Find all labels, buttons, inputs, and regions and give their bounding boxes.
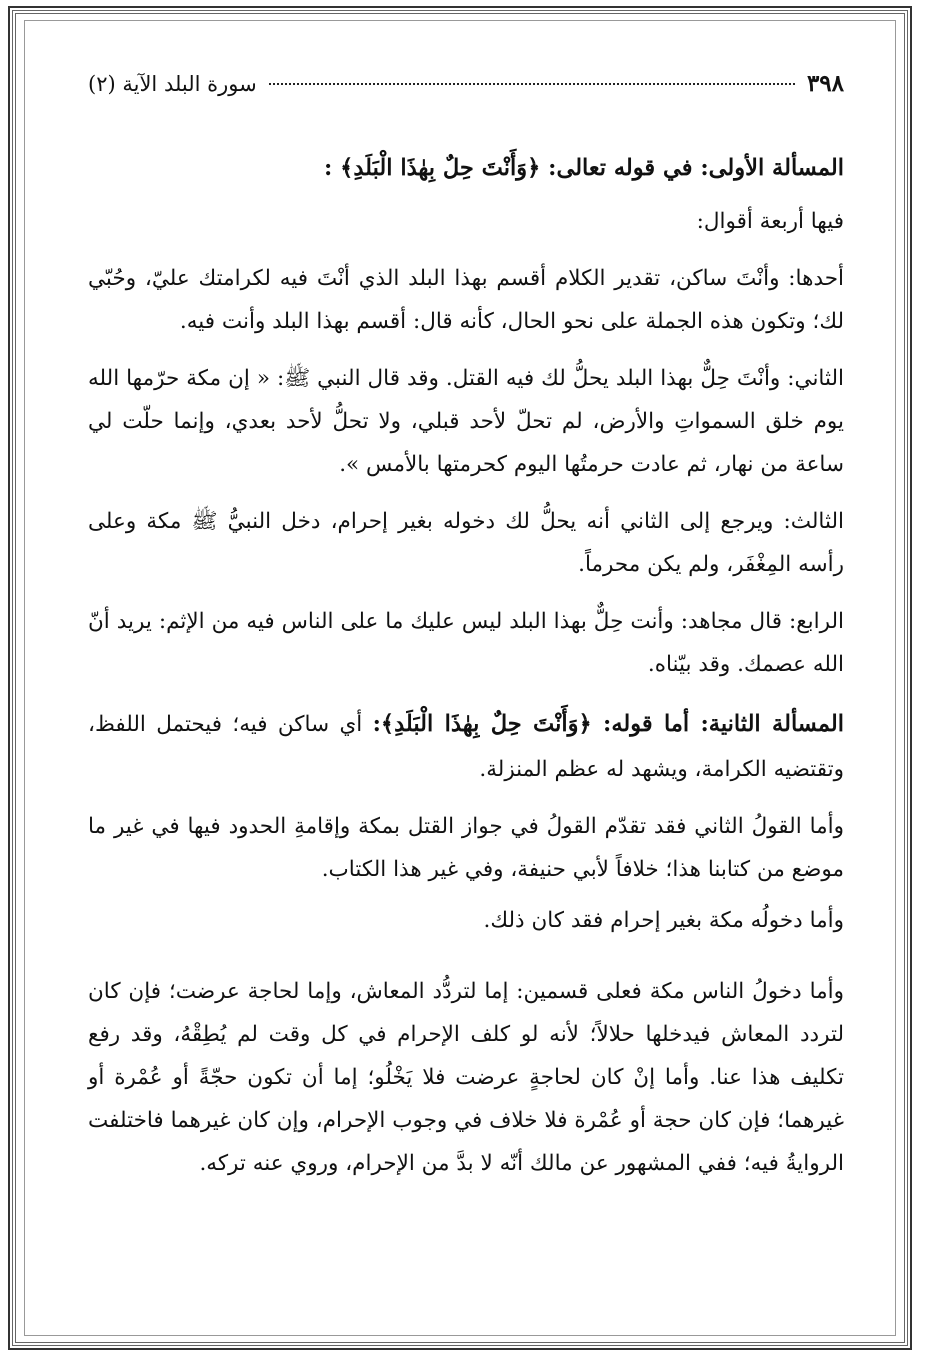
section2-paragraph-heading — [88, 700, 844, 791]
dotted-leader — [269, 83, 795, 85]
section2-paragraph-2: وأما دخولُه مكة بغير إحرام فقد كان ذلك. — [483, 908, 844, 933]
section1-paragraph-2: الثاني: وأنْتَ حِلٌّ بهذا البلد يحلُّ لك فيه القتل. وقد قال النبي ﷺ: « إن مكة حرّمها الله يوم خلق السمواتِ والأرض، لم تحلّ لأحد قبلي، ولا تحلُّ لأحد بعدي، وإنما حلّت لي ساعة من نهار، ثم عادت حرمتُها اليوم كحرمتها بالأمس ». — [88, 366, 844, 477]
section1-heading: المسألة الأولى: في قوله تعالى: ﴿وَأَنْتَ حِلٌ بِهٰذَا الْبَلَدِ﴾ : — [324, 155, 844, 181]
section1-paragraph-1: أحدها: وأنْتَ ساكن، تقدير الكلام أقسم بهذا البلد الذي أنْتَ فيه لكرامتك عليّ، وحُبّي لك؛ وتكون هذه الجملة على نحو الحال، كأنه قال: أقسم بهذا البلد وأنت فيه. — [88, 266, 844, 334]
section1-paragraph-3: الثالث: ويرجع إلى الثاني أنه يحلُّ لك دخوله بغير إحرام، دخل النبيُّ ﷺ مكة وعلى رأسه المِغْفَر، ولم يكن محرماً. — [88, 509, 844, 577]
page-number: ٣٩٨ — [806, 70, 844, 97]
running-title: سورة البلد الآية (٢) — [88, 72, 257, 96]
section1-intro: فيها أربعة أقوال: — [696, 209, 844, 234]
page-content — [88, 70, 844, 1185]
section2-heading-rest: أي ساكن فيه؛ فيحتمل اللفظ، وتقتضيه الكرامة، ويشهد له عظم المنزلة. — [88, 712, 844, 782]
section2-paragraph-1: وأما القولُ الثاني فقد تقدّم القولُ في جواز القتل بمكة وإقامةِ الحدود فيها في غير ما موضع من كتابنا هذا؛ خلافاً لأبي حنيفة، وفي غير هذا الكتاب. — [88, 814, 844, 882]
running-header — [88, 70, 844, 110]
section2-paragraph-3: وأما دخولُ الناس مكة فعلى قسمين: إما لتردُّد المعاش، وإما لحاجة عرضت؛ فإن كان لتردد المعاش فيدخلها حلالاً؛ لأنه لو كلف الإحرام في كل وقت لم يُطِقْهُ، وقد رفع تكليف هذا عنا. وأما إنْ كان لحاجةٍ عرضت فلا يَخْلُو؛ إما أن تكون حجّةً أو عُمْرة أو غيرهما؛ فإن كان حجة أو عُمْرة فلا خلاف في وجوب الإحرام، وإن كان غيرهما فاختلفت الروايةُ فيه؛ ففي المشهور عن مالك أنّه لا بدَّ من الإحرام، وروي عنه تركه. — [88, 979, 844, 1176]
section1-paragraph-4: الرابع: قال مجاهد: وأنت حِلٌّ بهذا البلد ليس عليك ما على الناس فيه من الإثم: يريد أنّ الله عصمك. وقد بيّناه. — [88, 609, 844, 677]
section2-heading: المسألة الثانية: أما قوله: ﴿وَأَنْتَ حِلٌ بِهٰذَا الْبَلَدِ﴾: — [372, 711, 844, 737]
